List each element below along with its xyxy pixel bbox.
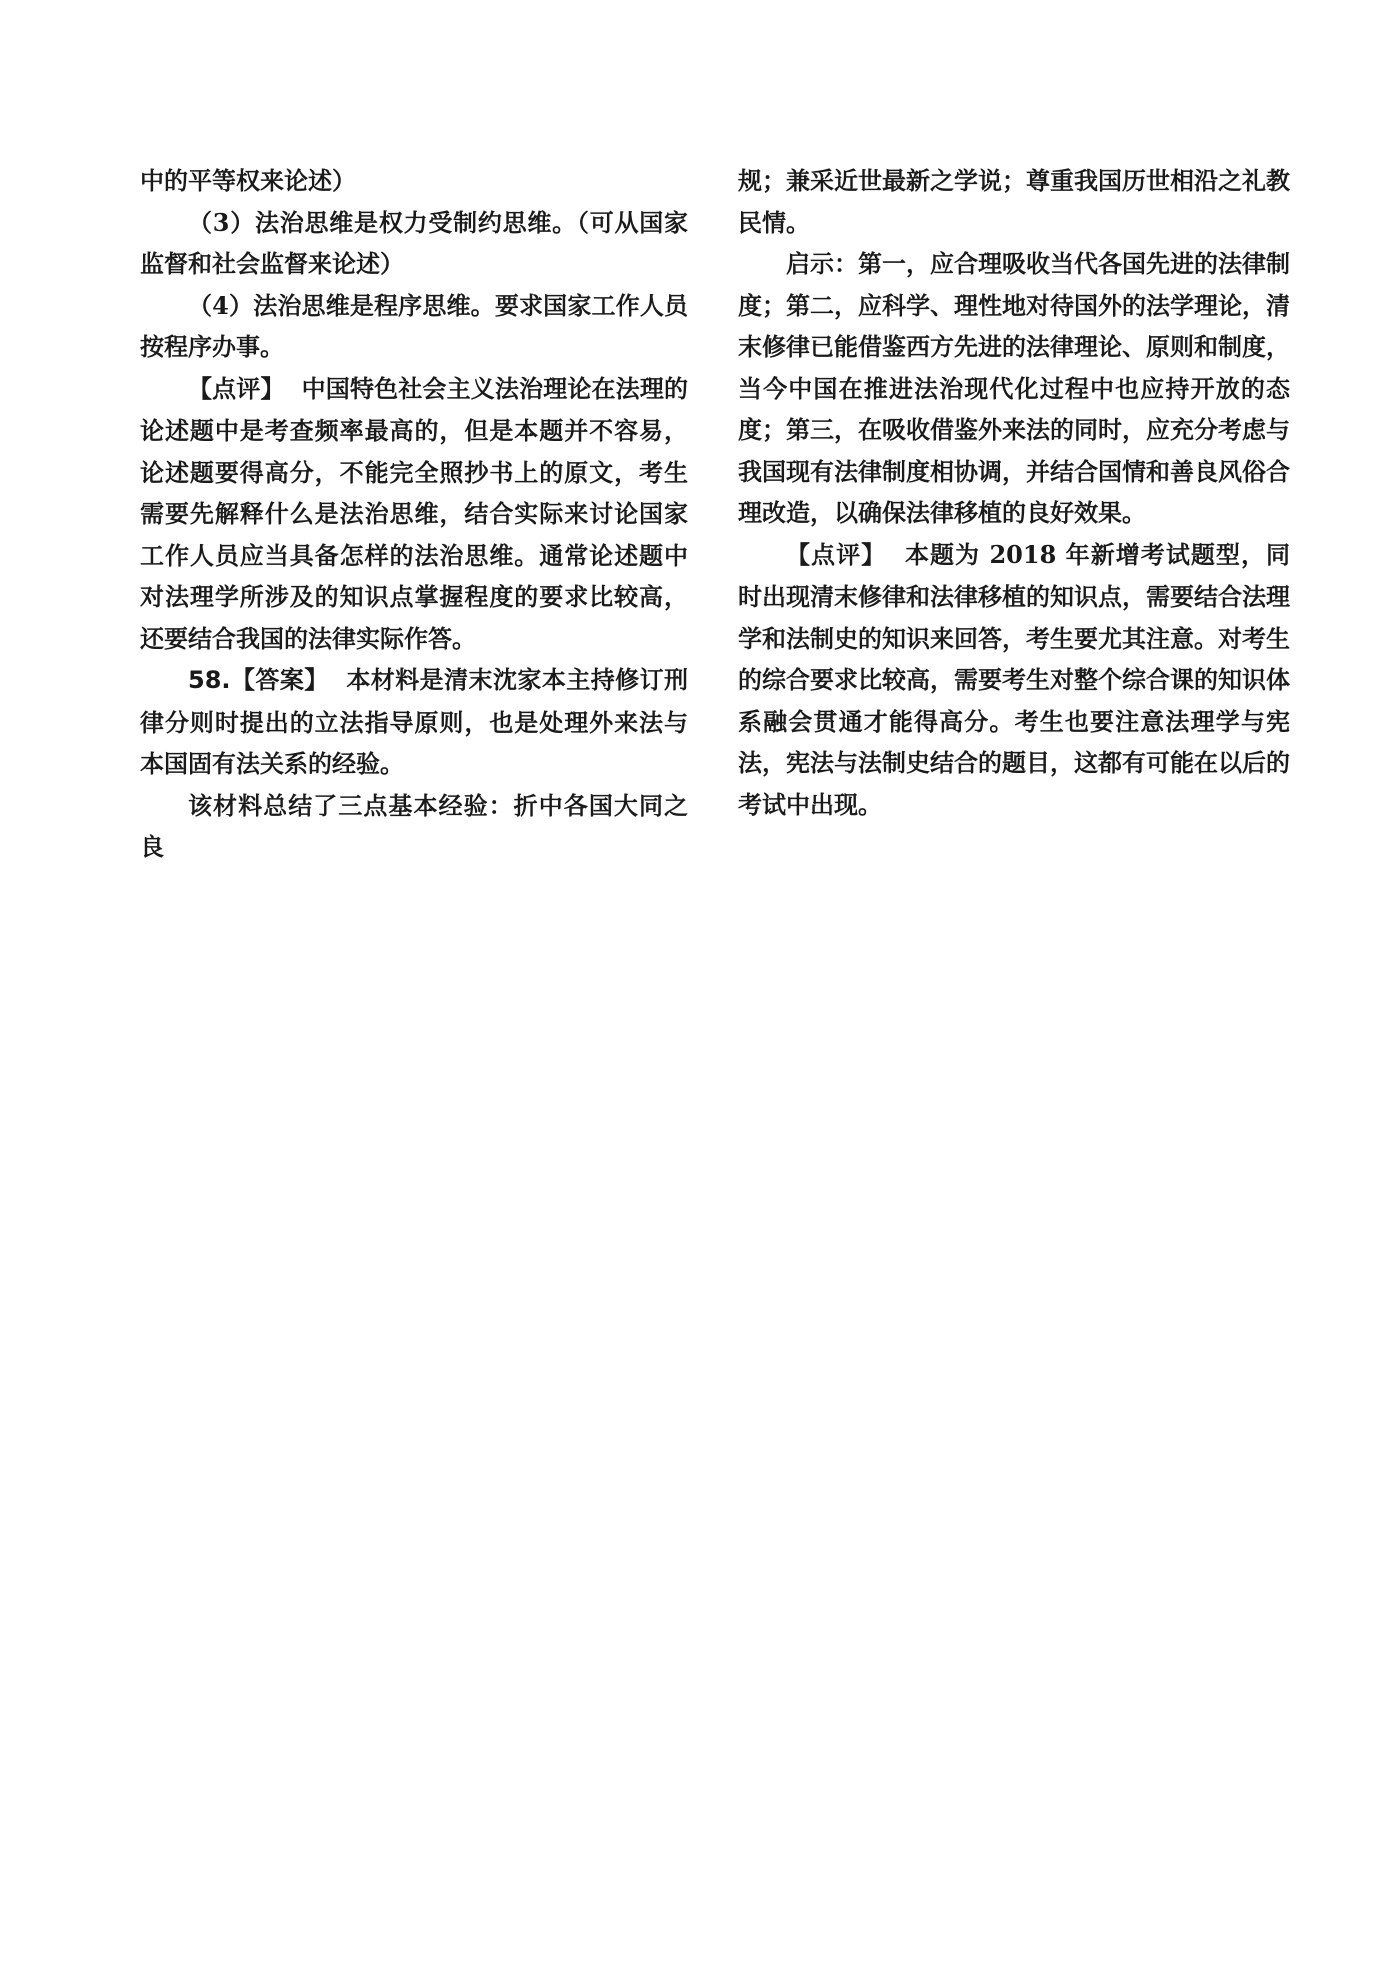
paragraph-inspiration: 启示：第一，应合理吸收当代各国先进的法律制度；第二，应科学、理性地对待国外的法学理论，清末修律已能借鉴西方先进的法律理论、原则和制度，当今中国在推进法治现代化过程中也应持开放的态度；第三，在吸收借鉴外来法的同时，应充分考虑与我国现有法律制度相协调，并结合国情和善良风俗合理改造，以确保法律移植的良好效果。 [738, 249, 1290, 527]
paragraph-continuation: 中的平等权来论述） [140, 166, 356, 195]
right-column [738, 160, 1290, 825]
commentary-tag: 【点评】 [786, 540, 887, 569]
paragraph-point-4: （4）法治思维是程序思维。要求国家工作人员按程序办事。 [140, 290, 688, 361]
commentary-text: 中国特色社会主义法治理论在法理的论述题中是考查频率最高的，但是本题并不容易，论述题要得高分，不能完全照抄书上的原文，考生需要先解释什么是法治思维，结合实际来讨论国家工作人员应当具备怎样的法治思维。通常论述题中对法理学所涉及的知识点掌握程度的要求比较高，还要结合我国的法律实际作答。 [140, 373, 688, 653]
commentary-tag: 【点评】 [188, 374, 285, 403]
paragraph-commentary [140, 368, 688, 660]
paragraph-answer-58 [140, 659, 688, 785]
answer-tag: 【答案】 [230, 666, 329, 694]
paragraph-commentary [738, 534, 1290, 826]
paragraph-summary: 该材料总结了三点基本经验：折中各国大同之良 [140, 790, 688, 861]
question-number: 58. [188, 666, 231, 694]
paragraph-continuation: 规；兼采近世最新之学说；尊重我国历世相沿之礼教民情。 [738, 166, 1290, 237]
paragraph-point-3: （3）法治思维是权力受制约思维。（可从国家监督和社会监督来论述） [140, 207, 688, 278]
answer-text: 本材料是清末沈家本主持修订刑律分则时提出的立法指导原则，也是处理外来法与本国固有法关系的经验。 [140, 665, 689, 778]
commentary-text: 本题为 2018 年新增考试题型，同时出现清末修律和法律移植的知识点，需要结合法理学和法制史的知识来回答，考生要尤其注意。对考生的综合要求比较高，需要考生对整个综合课的知识体系融会贯通才能得高分。考生也要注意法理学与宪法，宪法与法制史结合的题目，这都有可能在以后的考试中出现。 [738, 539, 1290, 819]
left-column [140, 160, 688, 868]
